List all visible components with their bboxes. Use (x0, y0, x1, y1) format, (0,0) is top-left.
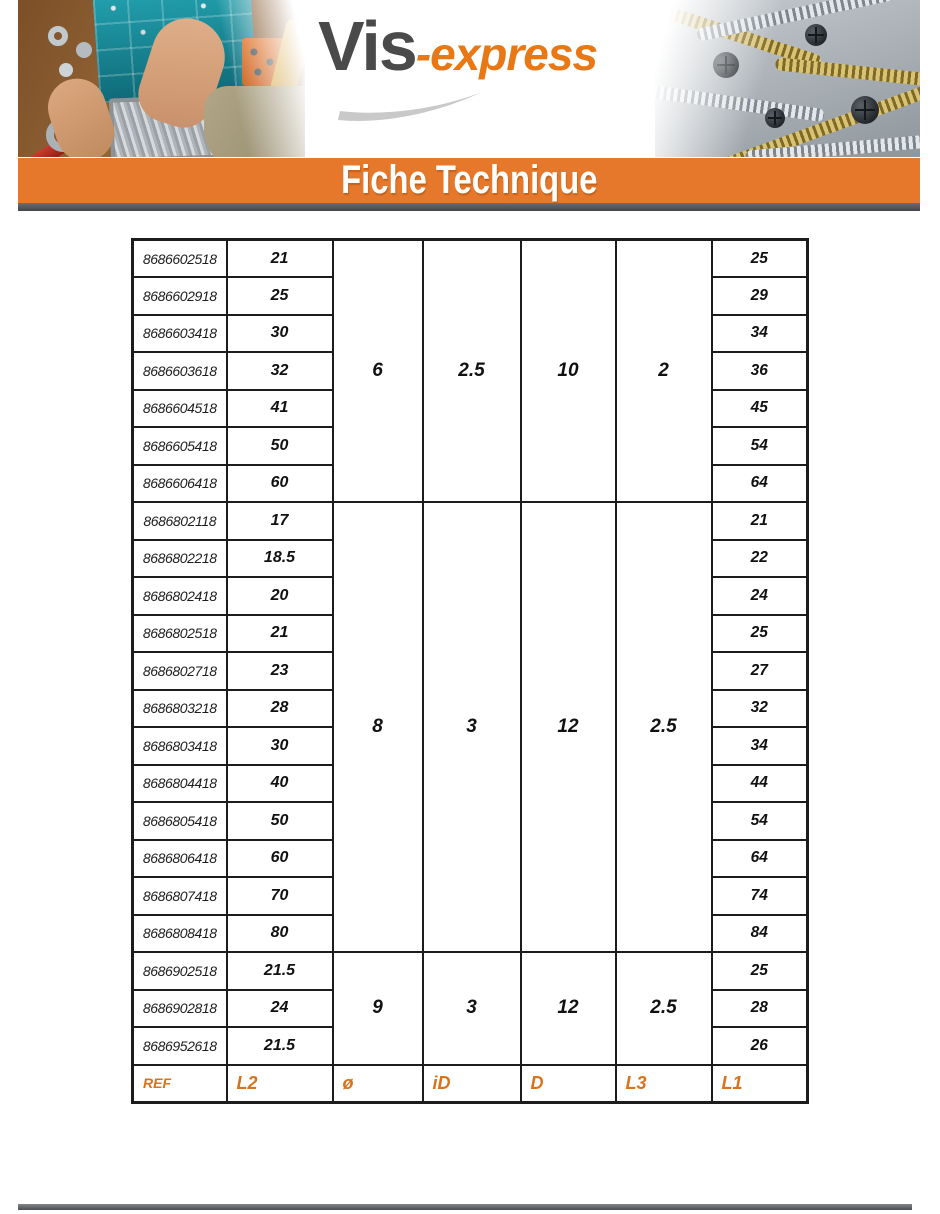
spec-table (131, 238, 809, 1104)
head-diameter-cell: 10 (521, 240, 616, 503)
ref-cell: 8686803418 (133, 727, 227, 765)
l1-cell: 45 (712, 390, 808, 428)
l2-cell: 21.5 (227, 1027, 333, 1065)
l2-cell: 40 (227, 765, 333, 803)
l2-cell: 25 (227, 277, 333, 315)
photo-fade (655, 0, 920, 157)
ref-cell: 8686802518 (133, 615, 227, 653)
ref-cell: 8686808418 (133, 915, 227, 953)
l2-cell: 30 (227, 315, 333, 353)
table-row (133, 240, 808, 278)
logo-text (318, 6, 648, 86)
l1-cell: 29 (712, 277, 808, 315)
ref-cell: 8686604518 (133, 390, 227, 428)
photo-fade (18, 0, 305, 157)
ref-cell: 8686805418 (133, 802, 227, 840)
l2-cell: 21 (227, 240, 333, 278)
l2-cell: 60 (227, 840, 333, 878)
banner (18, 158, 920, 203)
diameter-cell: 8 (333, 502, 423, 952)
ref-cell: 8686902818 (133, 990, 227, 1028)
table-header-row (133, 1065, 808, 1103)
page-title: Fiche Technique (340, 158, 598, 202)
col-label-l2: L2 (227, 1065, 333, 1103)
l2-cell: 18.5 (227, 540, 333, 578)
col-label-ref: REF (133, 1065, 227, 1103)
l2-cell: 20 (227, 577, 333, 615)
l2-cell: 60 (227, 465, 333, 503)
l2-cell: 32 (227, 352, 333, 390)
l1-cell: 25 (712, 615, 808, 653)
l1-cell: 28 (712, 990, 808, 1028)
table-row (133, 952, 808, 990)
l1-cell: 32 (712, 690, 808, 728)
l1-cell: 44 (712, 765, 808, 803)
ref-cell: 8686804418 (133, 765, 227, 803)
ref-cell: 8686802218 (133, 540, 227, 578)
l1-cell: 27 (712, 652, 808, 690)
ref-cell: 8686807418 (133, 877, 227, 915)
l2-cell: 21.5 (227, 952, 333, 990)
ref-cell: 8686606418 (133, 465, 227, 503)
col-label-d: D (521, 1065, 616, 1103)
inner-diameter-cell: 3 (423, 952, 521, 1065)
head-diameter-cell: 12 (521, 952, 616, 1065)
logo-word-express: -express (415, 28, 598, 80)
l1-cell: 21 (712, 502, 808, 540)
workbench-photo (18, 0, 305, 157)
ref-cell: 8686602518 (133, 240, 227, 278)
ref-cell: 8686602918 (133, 277, 227, 315)
l2-cell: 41 (227, 390, 333, 428)
l2-cell: 17 (227, 502, 333, 540)
ref-cell: 8686603618 (133, 352, 227, 390)
ref-cell: 8686603418 (133, 315, 227, 353)
l1-cell: 54 (712, 427, 808, 465)
l3-cell: 2.5 (616, 502, 712, 952)
screws-photo (655, 0, 920, 157)
l2-cell: 50 (227, 802, 333, 840)
ref-cell: 8686902518 (133, 952, 227, 990)
diameter-cell: 6 (333, 240, 423, 503)
ref-cell: 8686803218 (133, 690, 227, 728)
l2-cell: 30 (227, 727, 333, 765)
l1-cell: 34 (712, 727, 808, 765)
l2-cell: 80 (227, 915, 333, 953)
l1-cell: 64 (712, 840, 808, 878)
l1-cell: 22 (712, 540, 808, 578)
l1-cell: 64 (712, 465, 808, 503)
l3-cell: 2.5 (616, 952, 712, 1065)
l1-cell: 25 (712, 240, 808, 278)
l1-cell: 25 (712, 952, 808, 990)
l1-cell: 24 (712, 577, 808, 615)
l1-cell: 26 (712, 1027, 808, 1065)
spec-table-body (133, 240, 808, 1103)
l2-cell: 28 (227, 690, 333, 728)
l2-cell: 50 (227, 427, 333, 465)
vis-express-logo (318, 6, 648, 146)
l1-cell: 54 (712, 802, 808, 840)
diameter-cell: 9 (333, 952, 423, 1065)
l2-cell: 21 (227, 615, 333, 653)
ref-cell: 8686802718 (133, 652, 227, 690)
ref-cell: 8686802418 (133, 577, 227, 615)
l1-cell: 36 (712, 352, 808, 390)
col-label-l1: L1 (712, 1065, 808, 1103)
ref-cell: 8686952618 (133, 1027, 227, 1065)
l1-cell: 84 (712, 915, 808, 953)
head-diameter-cell: 12 (521, 502, 616, 952)
ref-cell: 8686806418 (133, 840, 227, 878)
l3-cell: 2 (616, 240, 712, 503)
col-label-id: iD (423, 1065, 521, 1103)
col-label-l3: L3 (616, 1065, 712, 1103)
table-row (133, 502, 808, 540)
col-label-diameter: ø (333, 1065, 423, 1103)
ref-cell: 8686605418 (133, 427, 227, 465)
logo-swoosh-icon (336, 90, 486, 126)
footer-bar (18, 1204, 912, 1210)
l1-cell: 74 (712, 877, 808, 915)
l2-cell: 70 (227, 877, 333, 915)
l2-cell: 23 (227, 652, 333, 690)
inner-diameter-cell: 2.5 (423, 240, 521, 503)
banner-underline (18, 203, 920, 211)
logo-word-vis: Vis (318, 7, 416, 85)
inner-diameter-cell: 3 (423, 502, 521, 952)
l2-cell: 24 (227, 990, 333, 1028)
ref-cell: 8686802118 (133, 502, 227, 540)
l1-cell: 34 (712, 315, 808, 353)
